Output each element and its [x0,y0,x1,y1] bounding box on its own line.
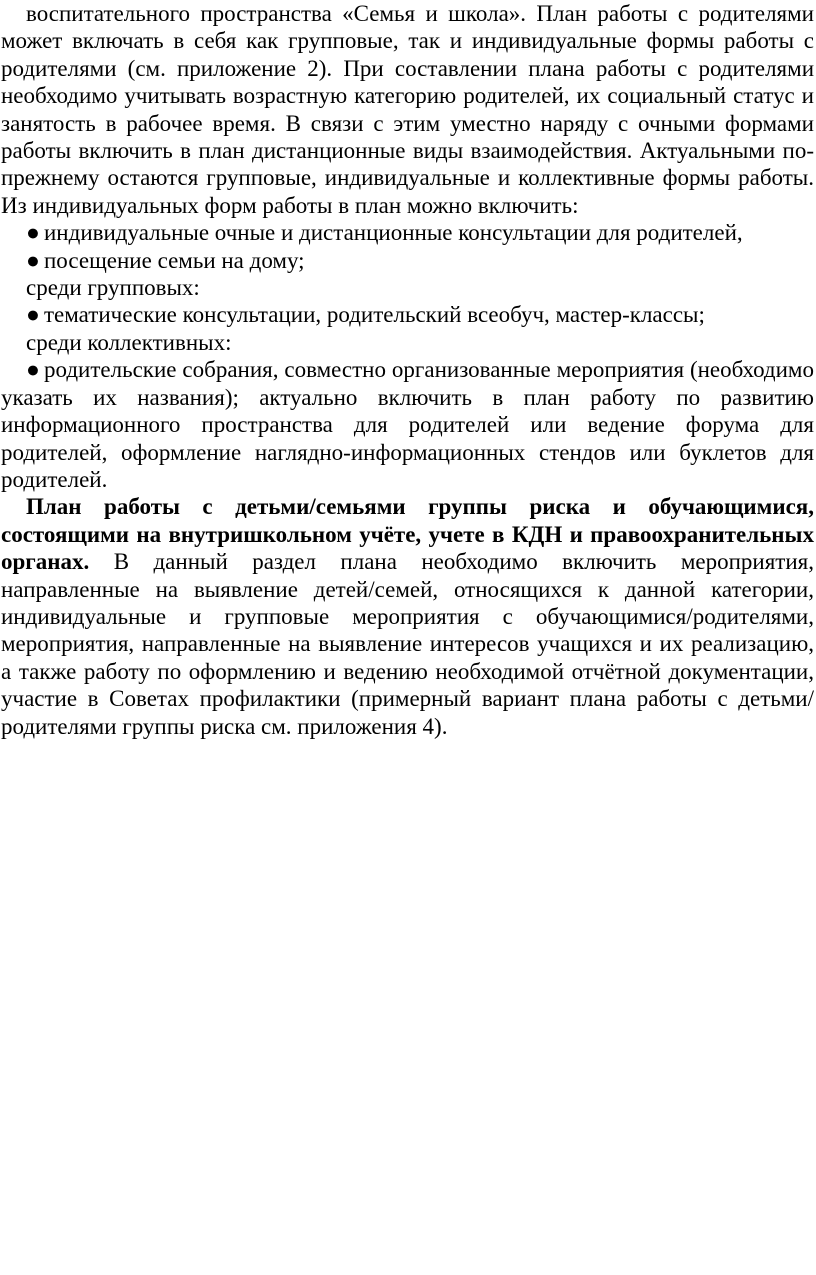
risk-group-paragraph [1,493,814,740]
bullet-item-collective-forms [1,356,814,493]
risk-group-title: План работы с детьми/семьями группы риска и обучающимися, состоящими на внутришкольном учёте, учете в КДН и правоохранительных органах. [1,494,814,575]
bullet-item-text: тематические консультации, родительский всеобуч, мастер-классы; [44,302,705,328]
bullet-item-text: индивидуальные очные и дистанционные консультации для родителей, [44,220,743,246]
bullet-item-text: родительские собрания, совместно организованные мероприятия (необходимо указать их названия); актуально включить в план работу по развитию информационного пространства для родителей или ведение форума для родителей, оформление наглядно-информационных стендов или буклетов для родителей. [1,357,814,492]
collective-forms-heading: среди коллективных: [26,329,232,355]
bullet-item-text: посещение семьи на дому; [44,247,305,273]
text-block [1,0,814,740]
bullet-icon: ● [26,302,40,328]
risk-group-body: В данный раздел плана необходимо включить мероприятия, направленные на выявление детей/семей, относящихся к данной категории, индивидуальные и групповые мероприятия с обучающимися/родителями, мероприятия, направленные на выявление интересов учащихся и их реализацию, а также работу по оформлению и ведению необходимой отчётной документации, участие в Советах профилактики (примерный вариант плана работы с детьми/родителями группы риска см. приложения 4). [1,549,814,739]
intro-paragraph: воспитательного пространства «Семья и школа». План работы с родителями может включать в себя как групповые, так и индивидуальные формы работы с родителями (см. приложение 2). При составлении плана работы с родителями необходимо учитывать возрастную категорию родителей, их социальный статус и занятость в рабочее время. В связи с этим уместно наряду с очными формами работы включить в план дистанционные виды взаимодействия. Актуальными по-прежнему остаются групповые, индивидуальные и коллективные формы работы. Из индивидуальных форм работы в план можно включить: [1,1,814,218]
bullet-item-home-visit [1,247,814,274]
bullet-item-individual-consultations [1,219,814,246]
bullet-icon: ● [26,357,40,383]
bullet-icon: ● [26,220,40,246]
group-forms-heading: среди групповых: [26,275,200,301]
bullet-icon: ● [26,247,40,273]
bullet-item-group-forms [1,301,814,328]
